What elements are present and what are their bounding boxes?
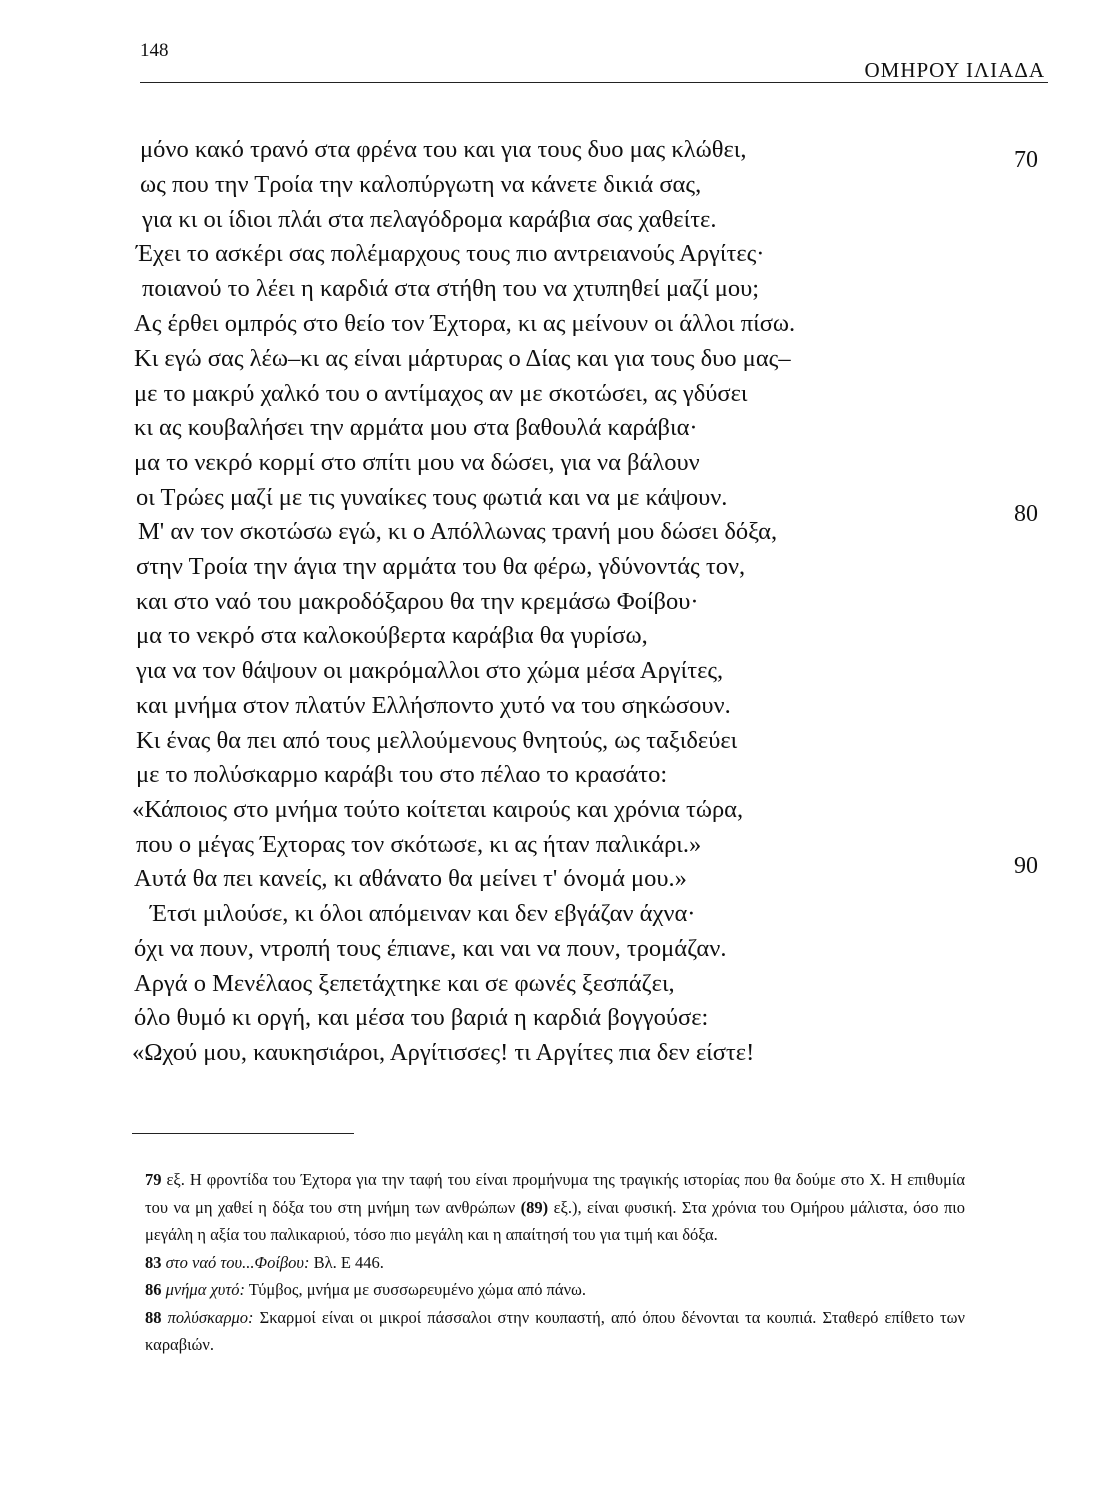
footnote-79 [145, 1166, 965, 1249]
footnote-rule [132, 1133, 354, 1134]
verse-line: για κι οι ίδιοι πλάι στα πελαγόδρομα καράβια σας χαθείτε. [142, 206, 717, 233]
footnote-ref: 83 [145, 1252, 162, 1272]
verse-line: Αυτά θα πει κανείς, κι αθάνατο θα μείνει τ' όνομά μου.» [134, 865, 687, 892]
verse-line: μα το νεκρό στα καλοκούβερτα καράβια θα γυρίσω, [136, 622, 648, 649]
footnote-text: Σκαρμοί είναι οι μικροί πάσσαλοι στην κουπαστή, από όπου δένονται τα κουπιά. Σταθερό επίθετο των καραβιών. [145, 1307, 965, 1354]
footnote-text: Βλ. Ε 446. [309, 1252, 384, 1272]
verse-line: όχι να πουν, ντροπή τους έπιανε, και ναι να πουν, τρομάζαν. [134, 935, 727, 962]
footnote-ref: 79 [145, 1170, 162, 1189]
verse-line: Μ' αν τον σκοτώσω εγώ, κι ο Απόλλωνας τρανή μου δώσει δόξα, [138, 518, 778, 545]
verse-line: Κι εγώ σας λέω–κι ας είναι μάρτυρας ο Δίας και για τους δυο μας– [134, 345, 791, 372]
line-number: 80 [1014, 501, 1038, 527]
verse-line: και μνήμα στον πλατύν Ελλήσποντο χυτό να του σηκώσουν. [136, 692, 731, 719]
verse-line: Έχει το ασκέρι σας πολέμαρχους τους πιο αντρειανούς Αργίτες· [136, 240, 765, 267]
footnotes [145, 1166, 965, 1359]
footnote-text: Τύμβος, μνήμα με συσσωρευμένο χώμα από πάνω. [244, 1280, 587, 1299]
line-number: 90 [1014, 853, 1038, 879]
footnote-86 [145, 1276, 965, 1304]
verse-line: Ας έρθει ομπρός στο θείο τον Έχτορα, κι ας μείνουν οι άλλοι πίσω. [134, 310, 796, 337]
running-title: ΟΜΗΡΟΥ ΙΛΙΑΔΑ [864, 58, 1045, 82]
verse-line: μόνο κακό τρανό στα φρένα του και για τους δυο μας κλώθει, [140, 136, 747, 163]
verse-line: οι Τρώες μαζί με τις γυναίκες τους φωτιά και να με κάψουν. [136, 484, 728, 511]
footnote-lemma: μνήμα χυτό: [165, 1280, 245, 1299]
verse-line: στην Τροία την άγια την αρμάτα του θα φέρω, γδύνοντάς τον, [136, 553, 746, 580]
footnote-lemma: στο ναό του...Φοίβου: [165, 1252, 310, 1272]
verse-line: όλο θυμό κι οργή, και μέσα του βαριά η καρδιά βογγούσε: [134, 1004, 709, 1031]
footnote-text: Η φροντίδα του Έχτορα για την ταφή του είναι προμήνυμα της τραγικής ιστορίας που θα δούμε στο Χ. Η επιθυμία του να μη χαθεί η δόξα του στη μνήμη των ανθρώπων [145, 1170, 965, 1217]
footnote-ref: 86 [145, 1280, 162, 1299]
verse-line: Έτσι μιλούσε, κι όλοι απόμειναν και δεν εβγάζαν άχνα· [150, 900, 696, 927]
verse-line: και στο ναό του μακροδόξαρου θα την κρεμάσω Φοίβου· [136, 588, 699, 615]
verse-line: με το πολύσκαρμο καράβι του στο πέλαο το κρασάτο: [136, 761, 668, 788]
verse-line: Αργά ο Μενέλαος ξεπετάχτηκε και σε φωνές ξεσπάζει, [134, 970, 675, 997]
verse-line: με το μακρύ χαλκό του ο αντίμαχος αν με σκοτώσει, ας γδύσει [134, 380, 748, 407]
verse-line: ποιανού το λέει η καρδιά στα στήθη του να χτυπηθεί μαζί μου; [142, 275, 760, 302]
footnote-ref: 88 [145, 1307, 162, 1327]
header-rule [140, 82, 1048, 83]
verse-line: κι ας κουβαλήσει την αρμάτα μου στα βαθουλά καράβια· [134, 414, 698, 441]
line-number: 70 [1014, 147, 1038, 173]
footnote-text-tail: εξ.), είναι φυσική. Στα χρόνια του Ομήρου μάλιστα, όσο πιο μεγάλη η αξία του παλικαριού, τόσο πιο μεγάλη και η απαίτησή του για τιμή και δόξα. [145, 1197, 965, 1244]
footnote-inline-ref: (89) [520, 1197, 549, 1217]
verse-line: «Κάποιος στο μνήμα τούτο κοίτεται καιρούς και χρόνια τώρα, [132, 796, 744, 823]
verse-line: «Ωχού μου, καυκησιάροι, Αργίτισσες! τι Αργίτες πια δεν είστε! [132, 1039, 755, 1066]
verse-line: Κι ένας θα πει από τους μελλούμενους θνητούς, ως ταξιδεύει [136, 727, 738, 754]
footnote-88 [145, 1304, 965, 1359]
verse-line: για να τον θάψουν οι μακρόμαλλοι στο χώμα μέσα Αργίτες, [136, 657, 724, 684]
footnote-lemma: πολύσκαρμο: [167, 1307, 254, 1327]
footnote-83 [145, 1249, 965, 1277]
verse-line: ως που την Τροία την καλοπύργωτη να κάνετε δικιά σας, [140, 171, 702, 198]
footnote-ref-suffix: εξ. [161, 1170, 185, 1189]
verse-line: που ο μέγας Έχτορας τον σκότωσε, κι ας ήταν παλικάρι.» [136, 831, 702, 858]
page-number: 148 [140, 40, 169, 61]
verse-line: μα το νεκρό κορμί στο σπίτι μου να δώσει, για να βάλουν [134, 449, 700, 476]
